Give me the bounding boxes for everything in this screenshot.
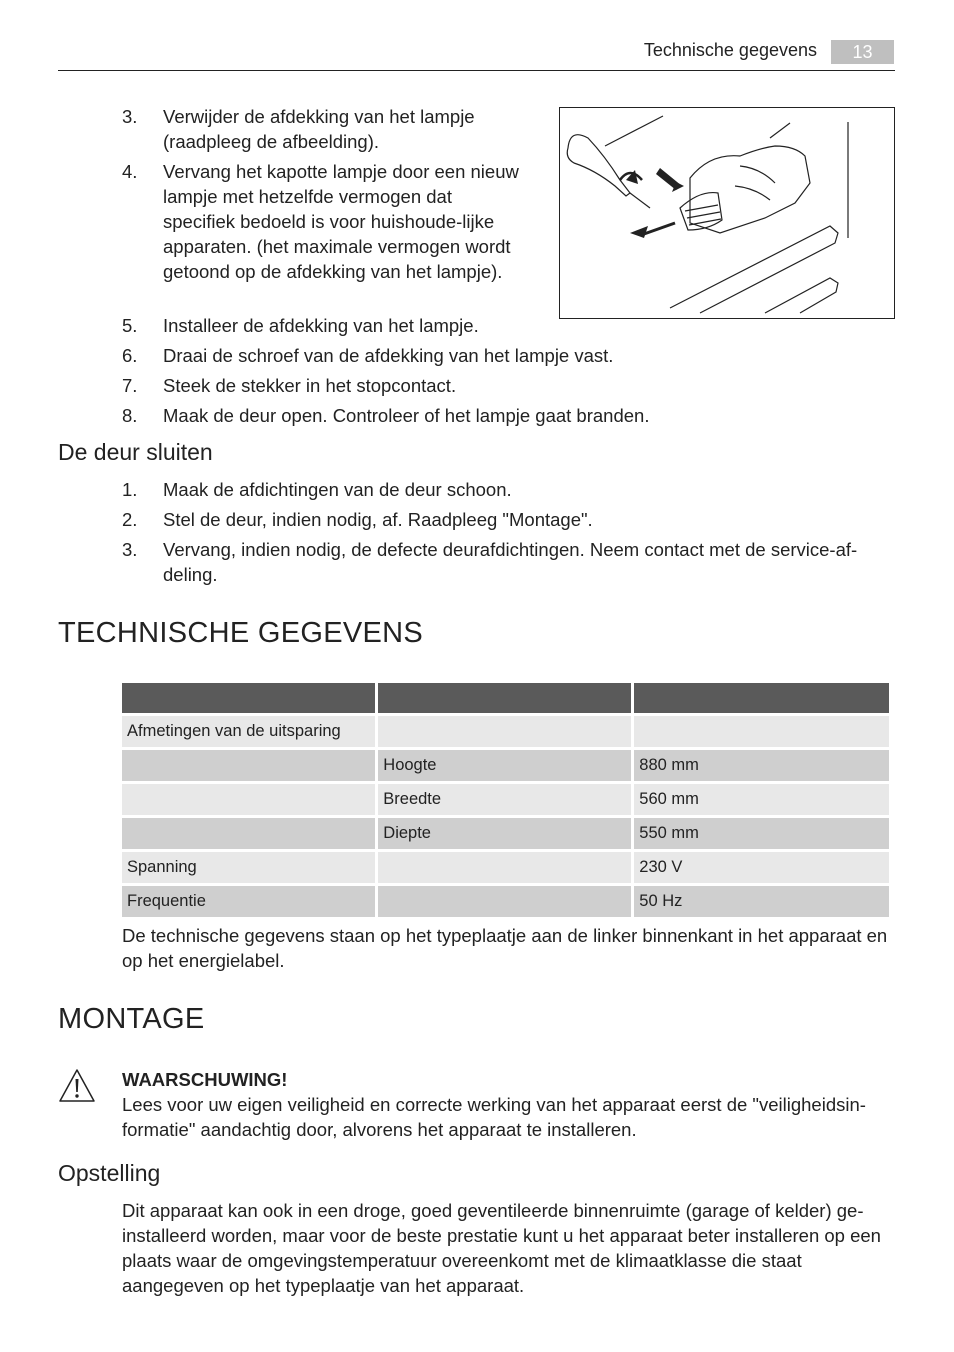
page-number: 13 bbox=[831, 40, 894, 64]
table-cell: 550 mm bbox=[634, 818, 889, 849]
list-item: 5. Installeer de afdekking van het lampje. bbox=[122, 315, 479, 336]
table-cell bbox=[378, 852, 631, 883]
header-rule bbox=[58, 70, 895, 71]
table-cell: 230 V bbox=[634, 852, 889, 883]
table-header-cell bbox=[122, 683, 375, 713]
table-cell: Diepte bbox=[378, 818, 631, 849]
table-cell: 880 mm bbox=[634, 750, 889, 781]
table-row bbox=[122, 852, 889, 883]
list-item: 7. Steek de stekker in het stopcontact. bbox=[122, 375, 457, 396]
door-steps-list bbox=[122, 477, 894, 592]
table-cell bbox=[122, 750, 375, 781]
running-header: Technische gegevens bbox=[643, 40, 817, 60]
table-row bbox=[122, 716, 889, 747]
door-section-heading: De deur sluiten bbox=[58, 439, 213, 465]
table-row bbox=[122, 818, 889, 849]
opstelling-heading: Opstelling bbox=[58, 1160, 161, 1186]
table-cell bbox=[634, 716, 889, 747]
table-cell bbox=[122, 784, 375, 815]
technical-data-table bbox=[119, 680, 892, 920]
table-header-row bbox=[122, 683, 889, 713]
table-row bbox=[122, 784, 889, 815]
opstelling-text: Dit apparaat kan ook in een droge, goed geventileerde binnenruimte (garage of kelder) ge-installeerd worden, maar voor de beste prestatie kunt u het apparaat beter installeren op een plaats waar de omgevingstemperatuur overeenkomt met de klimaatklasse die staat aangegeven op het typeplaatje van het apparaat. bbox=[122, 1200, 881, 1296]
table-cell: Afmetingen van de uitsparing bbox=[122, 716, 375, 747]
table-row bbox=[122, 750, 889, 781]
lamp-steps-list bbox=[122, 104, 522, 289]
table-cell: Breedte bbox=[378, 784, 631, 815]
table-row bbox=[122, 886, 889, 917]
list-item: 2. Stel de deur, indien nodig, af. Raadpleeg "Montage". bbox=[122, 509, 593, 530]
list-item: 1. Maak de afdichtingen van de deur schoon. bbox=[122, 479, 512, 500]
warning-block bbox=[122, 1067, 894, 1142]
lamp-cover-illustration bbox=[559, 107, 895, 319]
technical-note: De technische gegevens staan op het typeplaatje aan de linker binnenkant in het apparaat en op het energielabel. bbox=[122, 925, 888, 971]
table-cell bbox=[378, 886, 631, 917]
warning-text: Lees voor uw eigen veiligheid en correcte werking van het apparaat eerst de "veiligheidsin-formatie" aandachtig door, alvorens het apparaat te installeren. bbox=[122, 1094, 866, 1140]
table-header-cell bbox=[634, 683, 889, 713]
table-cell: 560 mm bbox=[634, 784, 889, 815]
table-cell: Frequentie bbox=[122, 886, 375, 917]
table-cell bbox=[122, 818, 375, 849]
list-item: 3. Verwijder de afdekking van het lampje (raadpleeg de afbeelding). bbox=[122, 106, 475, 152]
table-header-cell bbox=[378, 683, 631, 713]
technical-data-heading: TECHNISCHE GEGEVENS bbox=[58, 617, 424, 649]
table-cell: Spanning bbox=[122, 852, 375, 883]
warning-triangle-icon bbox=[58, 1068, 96, 1109]
lamp-cover-drawing bbox=[560, 108, 894, 318]
list-item: 6. Draai de schroef van de afdekking van het lampje vast. bbox=[122, 345, 614, 366]
warning-title: WAARSCHUWING! bbox=[122, 1069, 288, 1090]
table-cell bbox=[378, 716, 631, 747]
lamp-steps-list-cont bbox=[122, 313, 894, 433]
list-item: 8. Maak de deur open. Controleer of het lampje gaat branden. bbox=[122, 405, 650, 426]
list-item: 4. Vervang het kapotte lampje door een nieuw lampje met hetzelfde vermogen dat specifiek bedoeld is voor huishoude-lijke apparaten. (het maximale vermogen wordt getoond op de afdekking van het lampje). bbox=[122, 161, 519, 282]
montage-heading: MONTAGE bbox=[58, 1003, 205, 1035]
list-item: 3. Vervang, indien nodig, de defecte deurafdichtingen. Neem contact met de service-af-deling. bbox=[122, 539, 858, 585]
table-cell: Hoogte bbox=[378, 750, 631, 781]
table-cell: 50 Hz bbox=[634, 886, 889, 917]
